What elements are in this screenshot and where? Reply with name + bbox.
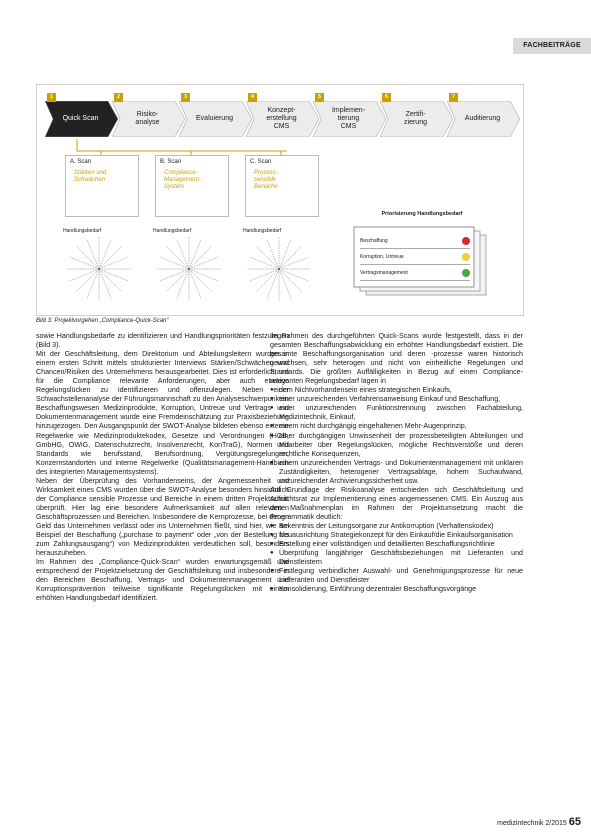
left-paragraph: Mit der Geschäftsleitung, dem Direktorium und Abteilungsleitern wurden in einem ersten Schritt mittels strukturierter Interviews Stärken/Schwächen und Chancen/Risiken des Unternehmens herausgearbeitet. Dies ist erforderlich, um für die Compliance relevante Anforderungen, aber auch etwaige Regelungslücken zu identifizieren und offenzulegen. Neben einer Schwachstellenanalyse der Führungsmannschaft zu den Analyseschwerpunkten Beschaffungswesen Medizinprodukte, Korruption, Untreue und Vertrags- und Dokumentenmanagement wurde eine Fremdeinschätzung zur Praxisbeziehung hinzugezogen. Den Ausgangspunkt der SWOT-Analyse bildeten ebenso externe Regelwerke wie Medizinproduktekodex, Gesetze und Verordnungen (HGB, GmbHG, OWiG, Datenschutzrecht, Insolvenzrecht, KonTraG), Normen und Standards wie berufsstand, Berufsordnung, Vergütungsregelungen, Konzernstandorten und interne Regelwerke (Qualitätsmanagement-Handbuch des integrierten Managementsystems). (36, 350, 289, 476)
right-column (270, 332, 523, 594)
scan-focus: Prozess- sensible Bereiche (254, 170, 278, 190)
priority-label: Vertragsmanagement (360, 269, 408, 276)
step-label: Zertifi- zierung (404, 111, 427, 126)
left-paragraph: Neben der Überprüfung des Vorhandenseins, der Angemessenheit und Wirksamkeit eines CMS wurden über die SWOT-Analyse besonders hinsichtlich der Compliance sensible Prozesse und Bereiche in einem dritten Projektschritt überprüft. Hier lag eine besondere Aufmerksamkeit auf allen relevanten Geschäftsprozessen und Bereichen. Insbesondere die Kernprozesse, bei denen Geld das Unternehmen verlässt oder ins Unternehmen fließt, sind hier, wie am Beispiel der Beschaffung („purchase to payment“ oder „von der Bestellung bis zum Zahlungsausgang“) von Medizinprodukten verdeutlichen soll, besonders herauszuheben. (36, 476, 289, 558)
section-tag: FACHBEITRÄGE (513, 38, 591, 54)
step-label: Evaluierung (196, 115, 233, 122)
priority-item (360, 249, 470, 265)
process-flow (45, 91, 515, 143)
step-number: 1 (47, 93, 56, 102)
page-number: 65 (568, 816, 581, 828)
bullet-item: ● Festlegung verbindlicher Auswahl- und Genehmigungsprozesse für neue Lieferanten und Dienstleister (270, 567, 523, 585)
radar-icon (239, 235, 319, 310)
left-column (36, 332, 289, 603)
figure-project-approach (36, 84, 524, 316)
bullet-item: ● einer unzureichenden Verfahrensanweisung Einkauf und Beschaffung, (270, 395, 523, 404)
step-label: Risiko- analyse (135, 111, 160, 126)
right-intro: Im Rahmen des durchgeführten Quick-Scans wurde festgestellt, dass in der gesamten Beschaffungsabwicklung ein erhöhter Handlungsbedarf existiert. Die gesamte Beschaffungsorganisation und deren -prozesse waren historisch gewachsen, sehr heterogen und nicht von einheitliche Regelungen und Standards. Die größten Auffälligkeiten in Bezug auf einen Compliance-relevanten Regelungsbedarf lagen in (270, 332, 523, 386)
step-number: 7 (449, 93, 458, 102)
priority-title: Priorisierung Handlungsbedarf (381, 211, 463, 217)
step-number: 5 (315, 93, 324, 102)
priority-item (360, 233, 470, 249)
priority-stack (342, 211, 502, 303)
need-label: Handlungsbedarf (153, 228, 192, 234)
right-middle: Auf Grundlage der Risikoanalyse entschieden sich Geschäftsleitung und Aufsichtsrat zur Implementierung eines angemessenen CMS. Ein Auszug aus den Maßnahmenplan im Rahmen der Projektumsetzung macht die Programmatik deutlich: (270, 485, 523, 521)
bullet-item: ● Erstellung einer vollständigen und detaillierten Beschaffungsrichtlinie (270, 540, 523, 549)
step-label: Auditierung (464, 115, 501, 122)
step-label: Implemen- tierung CMS (331, 107, 366, 130)
process-step-1 (45, 95, 120, 139)
process-step-6 (380, 95, 455, 139)
step-number: 3 (181, 93, 190, 102)
bullet-item: ● Überprüfung langjähriger Geschäftsbeziehungen mit Lieferanten und Dienstleistern (270, 549, 523, 567)
bullet-item: ● dem Nichtvorhandensein eines strategischen Einkaufs, (270, 386, 523, 395)
scan-title: B. Scan (160, 159, 182, 165)
left-paragraph: sowie Handlungsbedarfe zu identifizieren und Handlungsprioritäten festzulegen (Bild 3). (36, 332, 289, 350)
priority-label: Korruption, Untreue (360, 253, 404, 260)
page-footer (497, 816, 581, 828)
figure-caption: Bild 3: Projektvorgehen „Compliance-Quick-Scan“ (36, 318, 169, 324)
footer-journal: medizintechnik 2/2015 (497, 820, 567, 827)
process-step-4 (246, 95, 321, 139)
bullet-item: ● einer durchgängigen Unwissenheit der prozessbeteiligten Abteilungen und Mitarbeiter über Regelungslücken, mögliche Rechtsverstöße und deren rechtliche Konsequenzen, (270, 432, 523, 459)
step-number: 4 (248, 93, 257, 102)
left-paragraph: Im Rahmen des „Compliance-Quick-Scan“ wurden erwartungsgemäß und entsprechend der Projektzielsetzung der Geschäftsleitung und insbesondere in den Bereichen Beschaffung, Vertrags- und Dokumentenmanagement und Korruptionsprävention teilweise signifikante Regelungslücken mit einem erhöhten Handlungsbedarf identifiziert. (36, 558, 289, 603)
findings-list (270, 386, 523, 486)
step-number: 2 (114, 93, 123, 102)
step-label: Konzept- erstellung CMS (266, 107, 297, 130)
priority-label: Beschaffung (360, 237, 388, 244)
bullet-item: ● einer unzureichenden Funktionstrennung zwischen Fachabteilung, Medizintechnik, Einkauf, (270, 404, 523, 422)
bullet-item: ● einem nicht durchgängig eingehaltenen Mehr-Augenprinzip, (270, 422, 523, 431)
process-step-3 (179, 95, 254, 139)
bullet-item: ● einem unzureichenden Vertrags- und Dokumentenmanagement mit unklaren Zuständigkeiten, heterogener Vertragsablage, hohem Suchaufwand, unzureichender Archivierungssicherheit usw. (270, 459, 523, 486)
radar-icon (149, 235, 229, 310)
priority-list (360, 233, 470, 281)
step-label: Quick Scan (62, 115, 99, 122)
priority-dot-icon (462, 269, 470, 277)
bullet-item: ● Bekenntnis der Leitungsorgane zur Antikorruption (Verhaltenskodex) (270, 522, 523, 531)
bullet-item: ● Konsolidierung, Einführung dezentraler Beschaffungsvorgänge (270, 585, 523, 594)
step-number: 6 (382, 93, 391, 102)
priority-dot-icon (462, 253, 470, 261)
need-label: Handlungsbedarf (243, 228, 282, 234)
need-label: Handlungsbedarf (63, 228, 102, 234)
process-step-7 (447, 95, 522, 139)
process-step-5 (313, 95, 388, 139)
bullet-item: ● Neuausrichtung Strategiekonzept für den Einkauf/die Einkaufsorganisation (270, 531, 523, 540)
scan-focus: Stärken und Schwächen (74, 170, 107, 183)
measures-list (270, 522, 523, 594)
radar-icon (59, 235, 139, 310)
priority-item (360, 265, 470, 281)
priority-dot-icon (462, 237, 470, 245)
process-step-2 (112, 95, 187, 139)
scan-title: A. Scan (70, 159, 92, 165)
scan-title: C. Scan (250, 159, 272, 165)
scan-focus: Compliance- Management- System (164, 170, 202, 190)
flow-connectors (37, 137, 337, 172)
